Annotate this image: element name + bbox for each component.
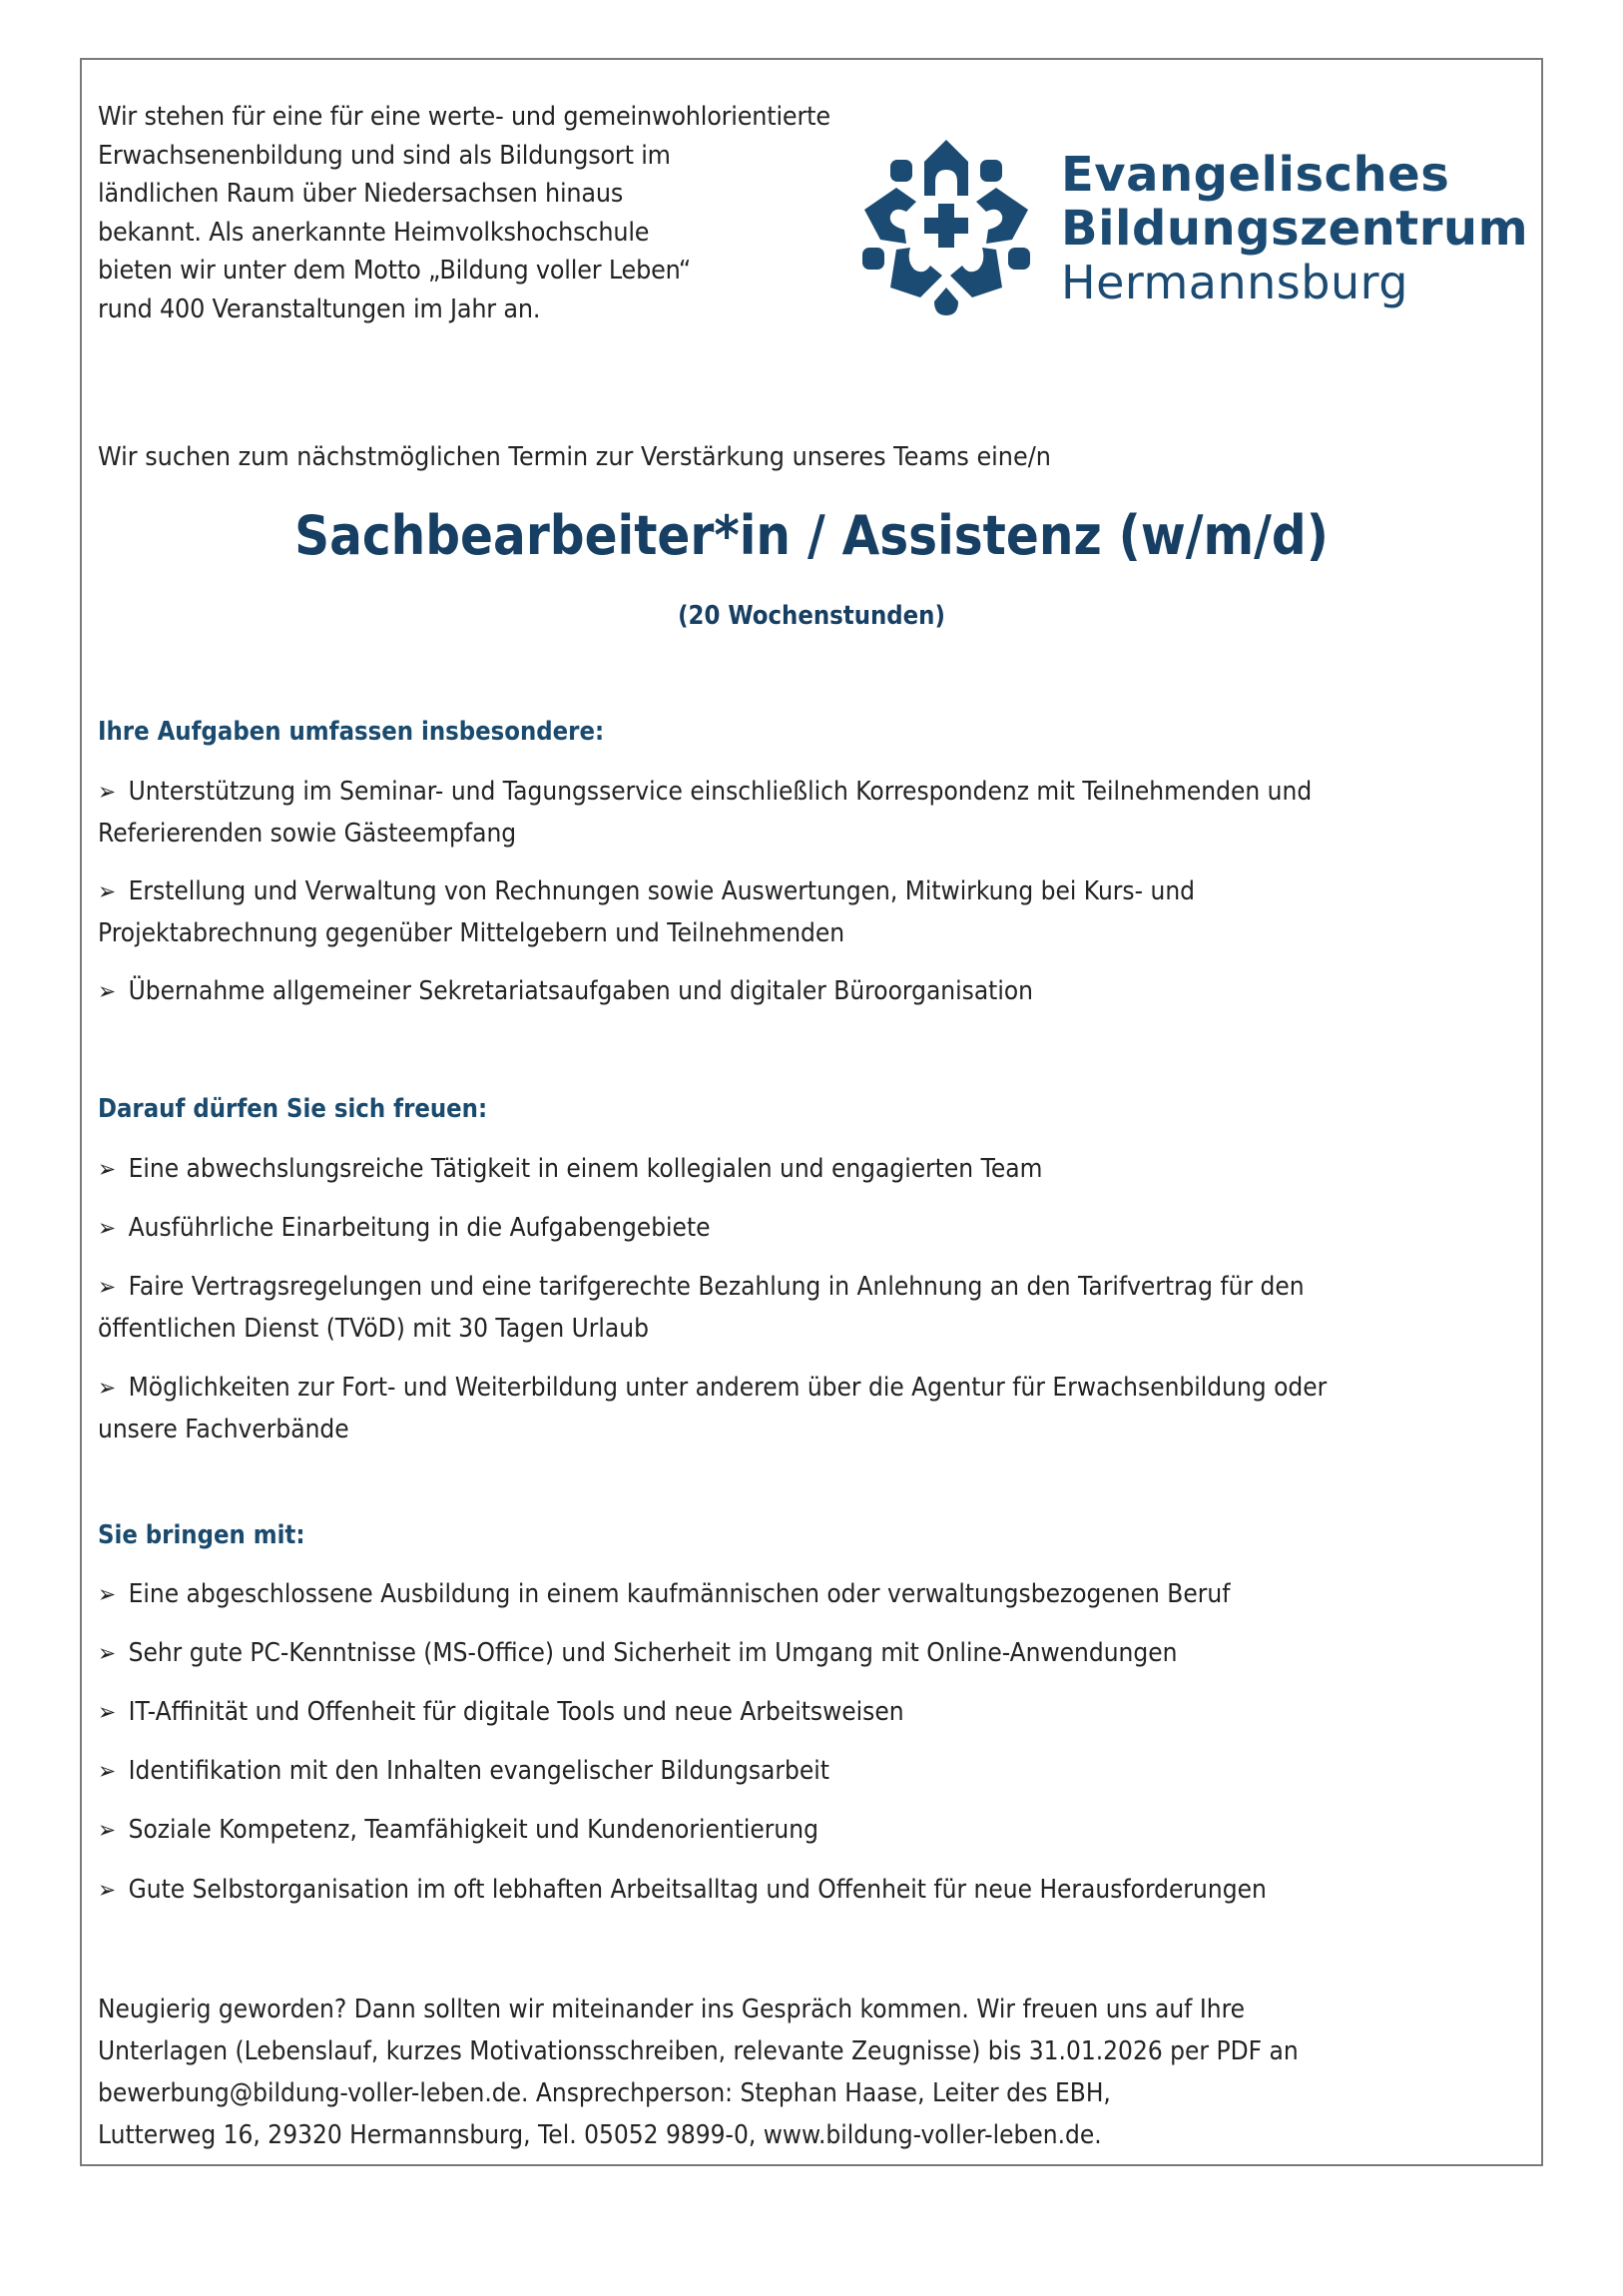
list-item: ➢ Identifikation mit den Inhalten evangelischer Bildungsarbeit <box>98 1750 1391 1792</box>
lead-sentence: Wir suchen zum nächstmöglichen Termin zur Verstärkung unseres Teams eine/n <box>98 442 1051 472</box>
arrow-bullet-icon: ➢ <box>98 1374 117 1402</box>
arrow-bullet-icon: ➢ <box>98 1273 117 1301</box>
list-item: ➢ Unterstützung im Seminar- und Tagungsservice einschließlich Korrespondenz mit Teilnehmenden und Referierenden sowie Gästeempfang <box>98 771 1391 855</box>
closing-line: bewerbung@bildung-voller-leben.de. Ansprechperson: Stephan Haase, Leiter des EBH, <box>98 2078 1111 2108</box>
intro-paragraph <box>98 98 832 329</box>
arrow-bullet-icon: ➢ <box>98 1698 117 1726</box>
arrow-bullet-icon: ➢ <box>98 1757 117 1785</box>
intro-line: bieten wir unter dem Motto „Bildung voller Leben“ <box>98 256 692 287</box>
intro-line: bekannt. Als anerkannte Heimvolkshochschule <box>98 217 650 248</box>
intro-line: ländlichen Raum über Niedersachsen hinaus <box>98 179 624 210</box>
list-item: ➢ Gute Selbstorganisation im oft lebhaften Arbeitsalltag und Offenheit für neue Herausforderungen <box>98 1869 1391 1911</box>
arrow-bullet-icon: ➢ <box>98 1580 117 1608</box>
closing-paragraph <box>98 1989 1299 2156</box>
section-heading-tasks: Ihre Aufgaben umfassen insbesondere: <box>98 717 605 747</box>
list-item: ➢ Möglichkeiten zur Fort- und Weiterbildung unter anderem über die Agentur für Erwachsenbildung oder unsere Fachverbände <box>98 1367 1391 1450</box>
section-heading-requirements: Sie bringen mit: <box>98 1520 305 1550</box>
arrow-bullet-icon: ➢ <box>98 1214 117 1242</box>
section-heading-benefits: Darauf dürfen Sie sich freuen: <box>98 1094 488 1124</box>
closing-line: Unterlagen (Lebenslauf, kurzes Motivationsschreiben, relevante Zeugnisse) bis 31.01.2026 per PDF an <box>98 2036 1299 2066</box>
arrow-bullet-icon: ➢ <box>98 1816 117 1844</box>
arrow-bullet-icon: ➢ <box>98 1639 117 1667</box>
logo-line-3: Hermannsburg <box>1061 256 1408 309</box>
list-item: ➢ Ausführliche Einarbeitung in die Aufgabengebiete <box>98 1207 1391 1249</box>
closing-line: Neugierig geworden? Dann sollten wir miteinander ins Gespräch kommen. Wir freuen uns auf Ihre <box>98 1995 1246 2024</box>
list-item: ➢ Faire Vertragsregelungen und eine tarifgerechte Bezahlung in Anlehnung an den Tarifvertrag für den öffentlichen Dienst (TVöD) mit 30 Tagen Urlaub <box>98 1266 1391 1350</box>
closing-line: Lutterweg 16, 29320 Hermannsburg, Tel. 05052 9899-0, www.bildung-voller-leben.de. <box>98 2120 1102 2150</box>
list-item: ➢ Übernahme allgemeiner Sekretariatsaufgaben und digitaler Büroorganisation <box>98 970 1391 1012</box>
logo-line-1: Evangelisches <box>1061 147 1450 203</box>
arrow-bullet-icon: ➢ <box>98 778 117 806</box>
logo-line-2: Bildungszentrum <box>1061 201 1529 257</box>
arrow-bullet-icon: ➢ <box>98 977 117 1005</box>
list-item: ➢ Erstellung und Verwaltung von Rechnungen sowie Auswertungen, Mitwirkung bei Kurs- und Projektabrechnung gegenüber Mittelgebern und Teilnehmenden <box>98 870 1391 954</box>
job-hours: (20 Wochenstunden) <box>678 601 945 631</box>
arrow-bullet-icon: ➢ <box>98 877 117 905</box>
intro-line: Erwachsenenbildung und sind als Bildungsort im <box>98 140 671 171</box>
list-item: ➢ IT-Affinität und Offenheit für digitale Tools und neue Arbeitsweisen <box>98 1691 1391 1733</box>
job-title: Sachbearbeiter*in / Assistenz (w/m/d) <box>294 504 1329 567</box>
list-item: ➢ Soziale Kompetenz, Teamfähigkeit und Kundenorientierung <box>98 1809 1391 1851</box>
intro-line: rund 400 Veranstaltungen im Jahr an. <box>98 293 541 324</box>
cross-flower-logo-icon <box>860 138 1032 317</box>
intro-line: Wir stehen für eine für eine werte- und gemeinwohlorientierte <box>98 102 830 132</box>
list-item: ➢ Eine abwechslungsreiche Tätigkeit in einem kollegialen und engagierten Team <box>98 1148 1391 1190</box>
list-item: ➢ Sehr gute PC-Kenntnisse (MS-Office) und Sicherheit im Umgang mit Online-Anwendungen <box>98 1632 1391 1674</box>
arrow-bullet-icon: ➢ <box>98 1155 117 1183</box>
list-item: ➢ Eine abgeschlossene Ausbildung in einem kaufmännischen oder verwaltungsbezogenen Beruf <box>98 1573 1391 1615</box>
arrow-bullet-icon: ➢ <box>98 1876 117 1904</box>
organization-logo-wordmark <box>1061 148 1528 309</box>
